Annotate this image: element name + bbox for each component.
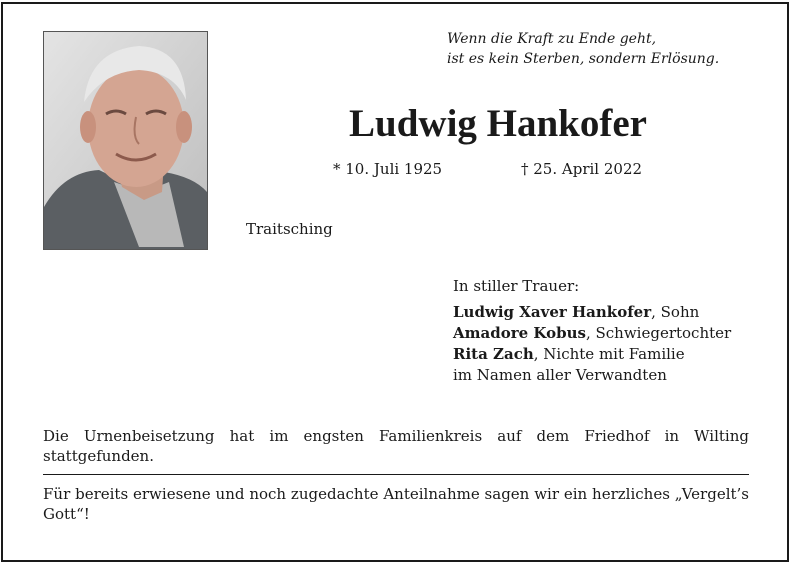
motto-line: Wenn die Kraft zu Ende geht, [447,31,657,47]
birth-date: * 10. Juli 1925 [333,160,443,178]
mourner-entry [453,302,731,323]
death-date: † 25. April 2022 [521,160,643,178]
mourner-relation: , Sohn [651,303,700,321]
thanks-note: Für bereits erwiesene und noch zugedachte Anteilnahme sagen wir ein herzliches „Vergelt’s Gott“! [43,485,749,523]
obituary-card [1,2,789,562]
mourner-relation: , Schwiegertochter [585,324,732,342]
motto-line: ist es kein Sterben, sondern Erlösung. [447,51,720,67]
deceased-name: Ludwig Hankofer [349,102,647,145]
portrait-photo [43,31,208,250]
mourner-entry [453,323,731,344]
mourners-block [453,276,731,386]
mourner-entry [453,344,731,365]
mourner-name: Amadore Kobus [453,324,586,342]
mourner-name: Ludwig Xaver Hankofer [453,303,652,321]
divider [43,474,749,475]
mourner-relation: , Nichte mit Familie [533,345,685,363]
hometown: Traitsching [246,220,333,238]
mourners-closing: im Namen aller Verwandten [453,366,667,384]
burial-notice: Die Urnenbeisetzung hat im engsten Familienkreis auf dem Friedhof in Wilting stattgefunden. [43,427,749,465]
mourners-intro: In stiller Trauer: [453,277,580,295]
mourner-name: Rita Zach [453,345,534,363]
motto-quote [447,29,719,69]
